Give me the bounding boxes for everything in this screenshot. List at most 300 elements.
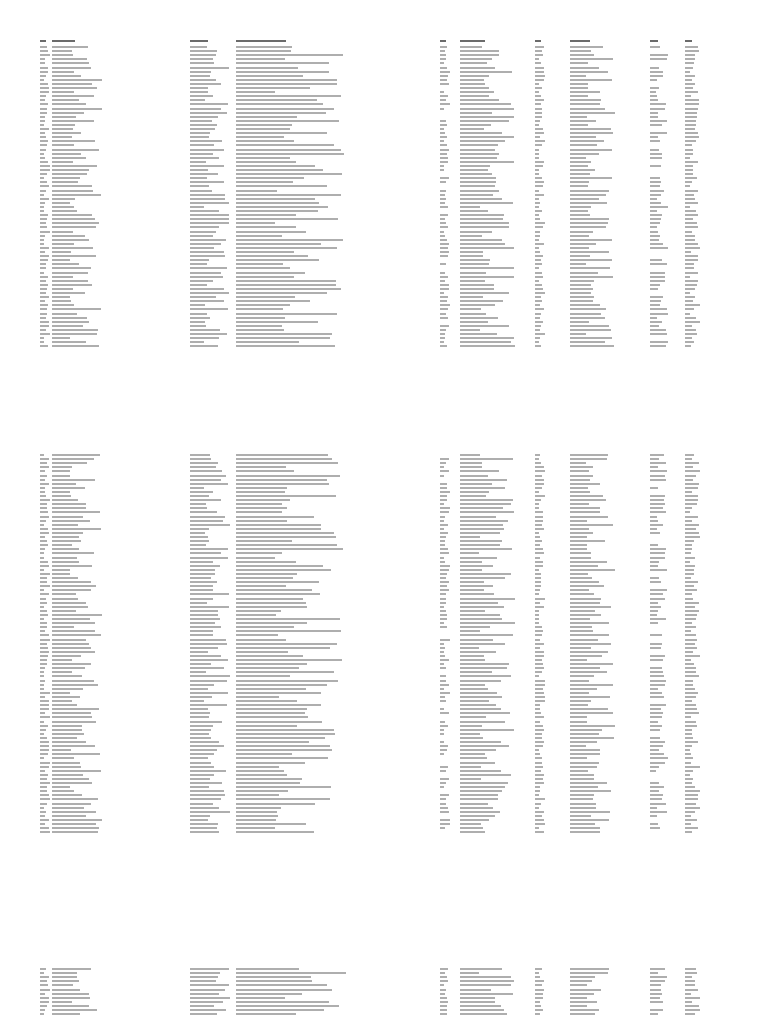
table-cell [40,243,44,245]
table-cell [52,329,98,331]
table-cell [40,157,45,159]
table-cell [535,639,540,641]
table-cell [685,181,692,183]
table-cell [460,593,494,595]
table-cell [236,259,319,261]
table-cell [460,181,496,183]
table-cell [685,251,691,253]
table-row [40,177,700,179]
table-cell [52,263,79,265]
table-cell [40,46,47,48]
table-cell [236,329,284,331]
table-cell [40,226,47,228]
table-cell [535,803,541,805]
table-cell [52,218,95,220]
table-cell [440,58,446,60]
table-cell [236,284,336,286]
table-cell [236,602,306,604]
table-cell [52,639,86,641]
table-cell [236,276,294,278]
table-cell [236,827,275,829]
table-cell [52,593,76,595]
table-row [40,185,700,187]
table-cell [236,165,315,167]
table-cell [440,329,446,331]
table-cell [40,67,48,69]
table-cell [40,655,48,657]
table-cell [570,511,600,513]
table-cell [190,721,222,723]
table-cell [460,667,507,669]
table-cell [570,823,595,825]
table-cell [440,91,444,93]
table-cell [685,680,693,682]
table-row [40,222,700,224]
table-cell [236,1013,296,1015]
table-cell [52,161,73,163]
table-cell [650,712,663,714]
table-cell [236,774,287,776]
table-cell [685,716,691,718]
table-cell [440,712,449,714]
table-cell [650,671,663,673]
table-cell [236,598,303,600]
table-row [40,239,700,241]
table-cell [685,112,697,114]
table-cell [460,116,514,118]
table-cell [570,71,608,73]
table-cell [190,284,207,286]
table-cell [40,83,48,85]
table-cell [650,561,659,563]
table-cell [236,280,336,282]
table-row [40,1005,700,1007]
table-row [40,231,700,233]
table-cell [535,630,543,632]
table-cell [685,194,694,196]
table-cell [236,581,319,583]
table-row [40,243,700,245]
table-cell [52,475,70,477]
table-cell [650,1001,663,1003]
table-row [40,651,700,653]
table-cell [535,561,543,563]
table-cell [535,136,540,138]
table-cell [440,733,444,735]
table-cell [190,700,204,702]
table-cell [236,548,343,550]
table-cell [440,610,446,612]
table-cell [650,136,658,138]
table-cell [685,659,691,661]
table-cell [535,300,542,302]
table-cell [190,103,228,105]
table-cell [40,602,47,604]
table-cell [570,548,587,550]
table-cell [40,696,45,698]
table-cell [52,980,79,982]
table-cell [570,267,610,269]
table-cell [685,103,699,105]
table-row [40,247,700,249]
table-cell [685,639,697,641]
table-cell [570,782,607,784]
table-cell [190,112,227,114]
table-row [40,757,700,759]
table-cell [460,774,511,776]
table-row [40,753,700,755]
table-cell [650,659,663,661]
table-cell [236,614,276,616]
table-row [40,667,700,669]
table-cell [460,83,485,85]
table-cell [535,222,545,224]
table-cell [236,177,304,179]
table-cell [440,157,448,159]
table-cell [440,235,445,237]
table-row [40,976,700,978]
table-cell [570,520,587,522]
table-row [40,684,700,686]
table-cell [190,634,213,636]
table-cell [535,503,539,505]
table-cell [650,87,659,89]
table-cell [40,165,50,167]
table-cell [52,136,72,138]
table-cell [40,561,48,563]
table-cell [460,630,480,632]
table-cell [52,733,84,735]
table-cell [570,231,593,233]
table-cell [570,565,598,567]
table-cell [650,165,661,167]
table-cell [190,976,218,978]
table-cell [650,803,666,805]
table-cell [52,46,88,48]
table-cell [535,721,540,723]
table-row [40,794,700,796]
table-cell [685,259,698,261]
table-cell [190,716,209,718]
table-cell [650,610,658,612]
table-cell [535,552,544,554]
table-cell [685,499,698,501]
table-cell [236,626,294,628]
table-cell [52,520,90,522]
table-cell [190,218,229,220]
table-cell [52,634,101,636]
table-cell [460,643,505,645]
table-cell [52,235,85,237]
table-cell [460,317,498,319]
table-cell [460,807,493,809]
table-cell [460,75,489,77]
table-cell [460,466,482,468]
table-cell [570,712,613,714]
table-cell [440,544,445,546]
table-cell [685,762,691,764]
table-cell [440,120,446,122]
table-cell [52,462,87,464]
table-cell [52,313,77,315]
table-cell [52,569,70,571]
table-cell [40,1001,49,1003]
table-cell [460,589,484,591]
table-cell [236,235,282,237]
table-cell [190,1005,214,1007]
table-cell [650,116,658,118]
table-cell [236,680,338,682]
table-cell [570,655,602,657]
table-cell [40,972,44,974]
table-cell [535,614,539,616]
table-cell [440,778,449,780]
table-cell [685,173,693,175]
table-cell [440,292,444,294]
table-cell [460,50,499,52]
table-cell [460,692,497,694]
table-cell [650,976,667,978]
table-cell [440,466,444,468]
table-cell [190,475,226,477]
table-cell [52,696,80,698]
table-cell [685,807,700,809]
table-row [40,292,700,294]
table-cell [570,663,613,665]
table-cell [52,454,100,456]
table-cell [440,239,447,241]
table-cell [40,255,49,257]
table-row [40,532,700,534]
table-cell [460,54,499,56]
table-cell [190,671,206,673]
table-cell [535,557,540,559]
table-cell [190,561,213,563]
table-cell [40,259,48,261]
table-cell [236,753,292,755]
table-cell [190,712,210,714]
table-cell [440,317,448,319]
table-cell [650,210,657,212]
table-cell [236,218,338,220]
table-cell [460,296,483,298]
table-cell [535,108,542,110]
table-cell [40,454,44,456]
table-cell [40,71,48,73]
table-cell [685,153,693,155]
table-cell [40,993,45,995]
table-cell [460,218,503,220]
table-cell [650,589,667,591]
table-cell [190,308,228,310]
table-cell [440,794,449,796]
table-cell [535,610,539,612]
table-cell [650,71,663,73]
table-cell [570,67,599,69]
table-cell [52,602,86,604]
table-cell [460,153,499,155]
table-row [40,790,700,792]
table-cell [52,466,72,468]
table-cell [52,243,74,245]
table-cell [236,757,328,759]
table-cell [535,470,545,472]
table-cell [570,226,606,228]
table-cell [685,321,700,323]
table-row [40,561,700,563]
table-cell [570,341,605,343]
table-cell [535,511,543,513]
table-cell [190,803,213,805]
table-cell [685,647,697,649]
table-cell [236,741,309,743]
table-cell [535,71,544,73]
table-cell [650,222,660,224]
table-row [40,325,700,327]
table-cell [570,577,592,579]
table-row [40,499,700,501]
table-cell [685,462,699,464]
table-cell [440,177,449,179]
table-cell [440,341,444,343]
table-row [40,663,700,665]
table-cell [685,651,693,653]
table-cell [535,83,539,85]
table-cell [570,700,591,702]
table-cell [190,321,205,323]
table-row [40,618,700,620]
table-cell [535,475,542,477]
table-cell [460,520,508,522]
table-cell [535,325,541,327]
table-row [40,565,700,567]
table-cell [440,333,445,335]
table-cell [440,667,446,669]
table-cell [40,345,48,347]
table-cell [236,120,339,122]
table-cell [190,540,209,542]
table-cell [52,581,91,583]
table-cell [570,300,593,302]
table-cell [440,71,450,73]
table-cell [440,304,450,306]
table-cell [190,202,229,204]
table-cell [570,136,596,138]
table-cell [40,737,47,739]
table-cell [535,581,541,583]
table-cell [190,565,220,567]
table-cell [440,606,444,608]
table-cell [535,528,544,530]
table-cell [40,54,50,56]
table-cell [190,136,209,138]
table-cell [685,329,696,331]
table-row [40,626,700,628]
table-cell [190,95,213,97]
table-cell [440,140,444,142]
table-cell [440,231,444,233]
table-cell [460,762,495,764]
table-row [40,593,700,595]
table-cell [650,95,657,97]
table-cell [40,659,47,661]
table-cell [40,614,48,616]
table-cell [190,536,208,538]
table-cell [190,692,228,694]
table-cell [440,218,445,220]
table-cell [52,341,86,343]
table-cell [190,782,222,784]
table-cell [685,475,696,477]
table-cell [460,540,502,542]
table-cell [440,618,447,620]
table-cell [650,807,657,809]
table-cell [236,136,284,138]
table-cell [236,552,282,554]
table-cell [460,569,482,571]
table-cell [40,626,47,628]
table-cell [40,503,47,505]
table-cell [650,479,666,481]
table-cell [535,153,539,155]
table-cell [570,585,604,587]
column-header [40,40,46,42]
table-cell [40,112,47,114]
table-cell [650,308,667,310]
table-cell [460,87,489,89]
table-cell [40,540,47,542]
table-cell [650,288,658,290]
table-cell [460,618,502,620]
table-cell [52,663,91,665]
table-cell [570,972,608,974]
table-row [40,321,700,323]
table-row [40,733,700,735]
table-cell [190,91,208,93]
table-cell [52,692,70,694]
table-cell [190,71,211,73]
table-cell [535,79,544,81]
table-cell [40,177,44,179]
table-cell [40,692,50,694]
table-row [40,300,700,302]
table-cell [440,536,446,538]
table-cell [650,606,661,608]
table-cell [190,778,210,780]
table-cell [52,458,94,460]
table-cell [460,993,513,995]
table-cell [190,516,225,518]
table-cell [535,149,539,151]
table-cell [190,602,207,604]
table-cell [685,712,699,714]
table-cell [236,475,340,477]
table-row [40,696,700,698]
table-cell [40,733,44,735]
table-cell [52,124,75,126]
table-cell [535,651,544,653]
table-cell [190,581,217,583]
table-cell [685,593,692,595]
table-cell [570,202,607,204]
table-cell [570,108,605,110]
table-cell [40,721,44,723]
table-cell [40,639,50,641]
table-cell [440,79,447,81]
table-cell [650,675,664,677]
table-cell [685,87,693,89]
table-cell [40,507,47,509]
